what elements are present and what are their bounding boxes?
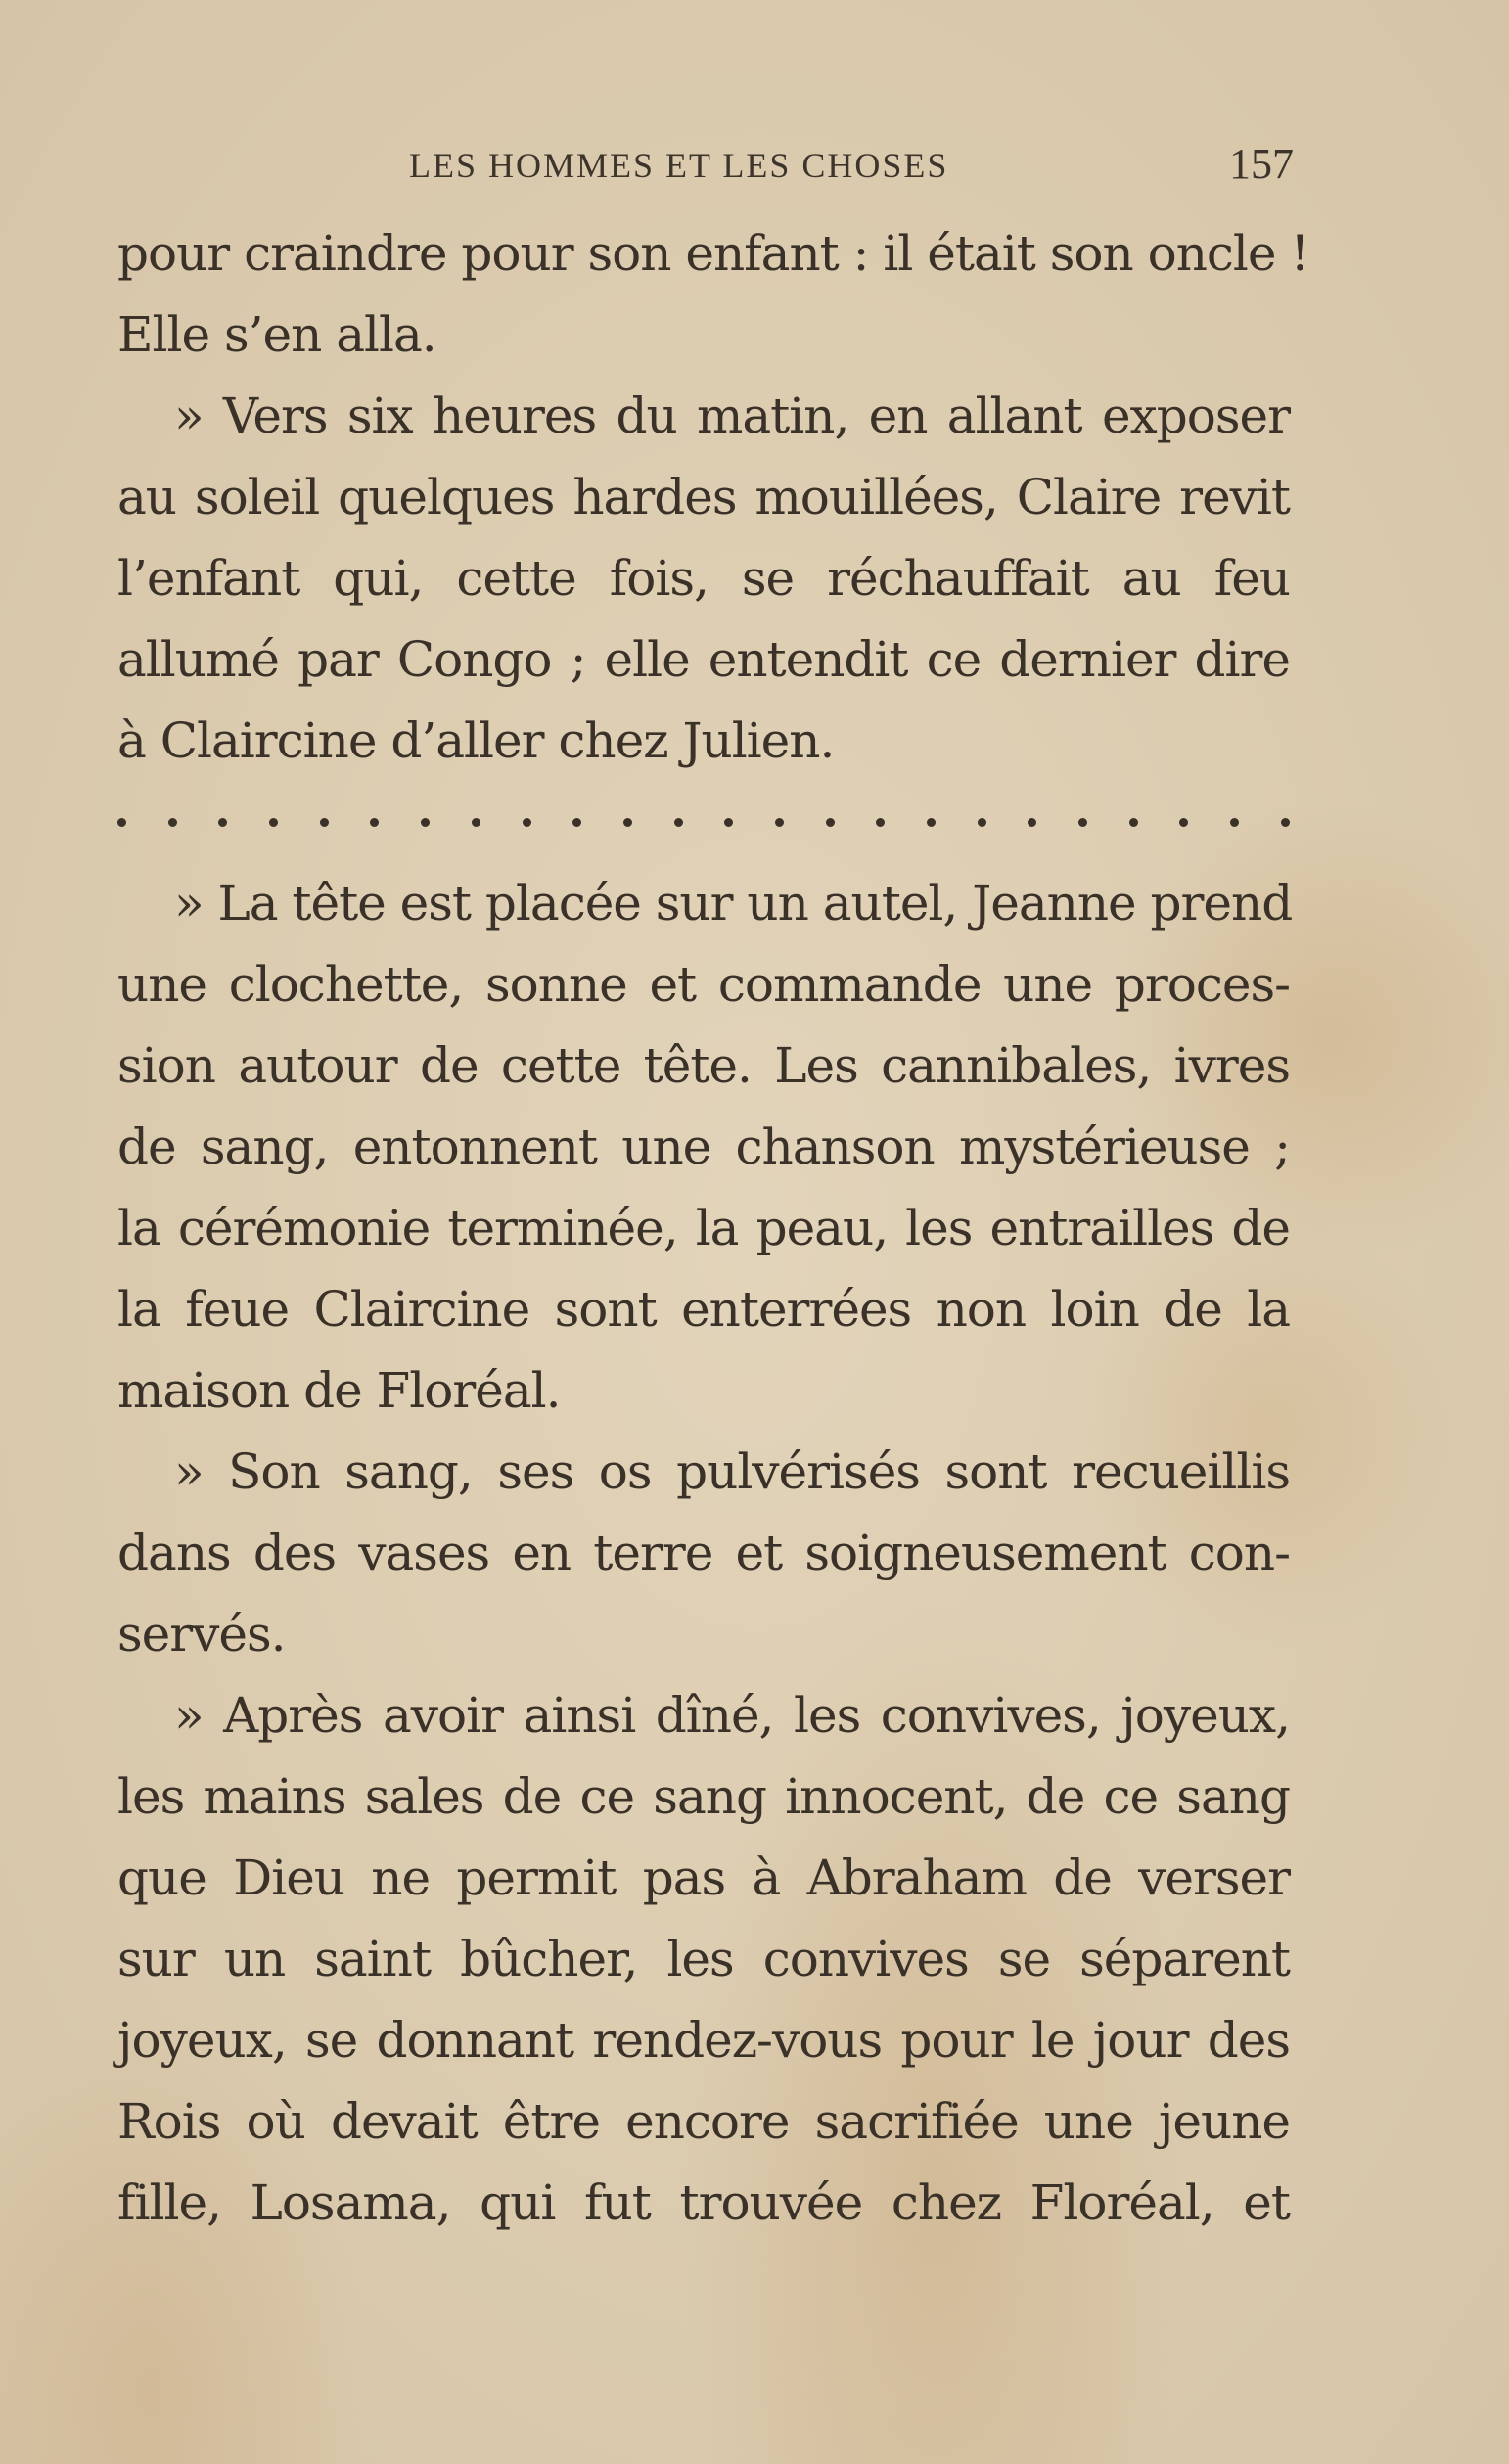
running-head-title: LES HOMMES ET LES CHOSES	[409, 146, 949, 185]
separator-dot	[572, 818, 581, 827]
text-line: l’enfant qui, cette fois, se réchauffait au feu	[117, 550, 1290, 607]
text-line: sur un saint bûcher, les convives se séparent	[117, 1931, 1290, 1987]
running-head	[115, 137, 1294, 196]
text-line: servés.	[117, 1606, 286, 1663]
text-line: les mains sales de ce sang innocent, de ce sang	[117, 1768, 1290, 1825]
separator-dot	[978, 818, 986, 827]
text-line: la cérémonie terminée, la peau, les entrailles de	[117, 1200, 1290, 1256]
separator-dot	[1078, 818, 1087, 827]
separator-dot	[269, 818, 278, 827]
text-line: » Après avoir ainsi dîné, les convives, joyeux,	[174, 1687, 1290, 1744]
separator-dot	[472, 818, 480, 827]
separator-dot	[1230, 818, 1239, 827]
text-line: que Dieu ne permit pas à Abraham de verser	[117, 1849, 1290, 1906]
text-line: joyeux, se donnant rendez-vous pour le jour des	[117, 2012, 1290, 2069]
text-line: de sang, entonnent une chanson mystérieuse ;	[117, 1118, 1290, 1175]
text-line: » Son sang, ses os pulvérisés sont recueillis	[174, 1443, 1290, 1500]
separator-dot	[1129, 818, 1138, 827]
separator-dot	[826, 818, 835, 827]
separator-dot	[523, 818, 531, 827]
text-line: Rois où devait être encore sacrifiée une jeune	[117, 2093, 1290, 2150]
separator-dot	[623, 818, 632, 827]
text-line: » La tête est placée sur un autel, Jeanne prend	[174, 875, 1293, 932]
separator-dot	[1028, 818, 1036, 827]
separator-dot	[775, 818, 784, 827]
separator-dot	[1281, 818, 1290, 827]
separator-dot	[674, 818, 683, 827]
text-line: allumé par Congo ; elle entendit ce dernier dire	[117, 631, 1290, 688]
separator-dot	[320, 818, 329, 827]
text-line: une clochette, sonne et commande une proces-	[117, 956, 1290, 1013]
text-line: dans des vases en terre et soigneusement con-	[117, 1525, 1290, 1581]
text-line: » Vers six heures du matin, en allant exposer	[174, 388, 1290, 444]
text-line: maison de Floréal.	[117, 1362, 561, 1419]
ellipsis-separator	[117, 782, 1290, 863]
text-line: Elle s’en alla.	[117, 306, 436, 363]
text-line: pour craindre pour son enfant : il était son oncle !	[117, 225, 1309, 282]
separator-dot	[1179, 818, 1188, 827]
text-line: sion autour de cette tête. Les cannibales, ivres	[117, 1037, 1290, 1094]
separator-dot	[168, 818, 177, 827]
text-line: au soleil quelques hardes mouillées, Claire revit	[117, 469, 1290, 525]
separator-dot	[724, 818, 733, 827]
text-line: à Claircine d’aller chez Julien.	[117, 712, 835, 769]
separator-dot	[218, 818, 227, 827]
separator-dot	[927, 818, 936, 827]
text-line: fille, Losama, qui fut trouvée chez Floréal, et	[117, 2174, 1290, 2231]
separator-dot	[876, 818, 885, 827]
separator-dot	[117, 818, 126, 827]
separator-dot	[421, 818, 430, 827]
text-line: la feue Claircine sont enterrées non loin de la	[117, 1281, 1290, 1338]
separator-dot	[370, 818, 379, 827]
page-number: 157	[1229, 140, 1294, 188]
body-text	[117, 213, 1309, 2244]
